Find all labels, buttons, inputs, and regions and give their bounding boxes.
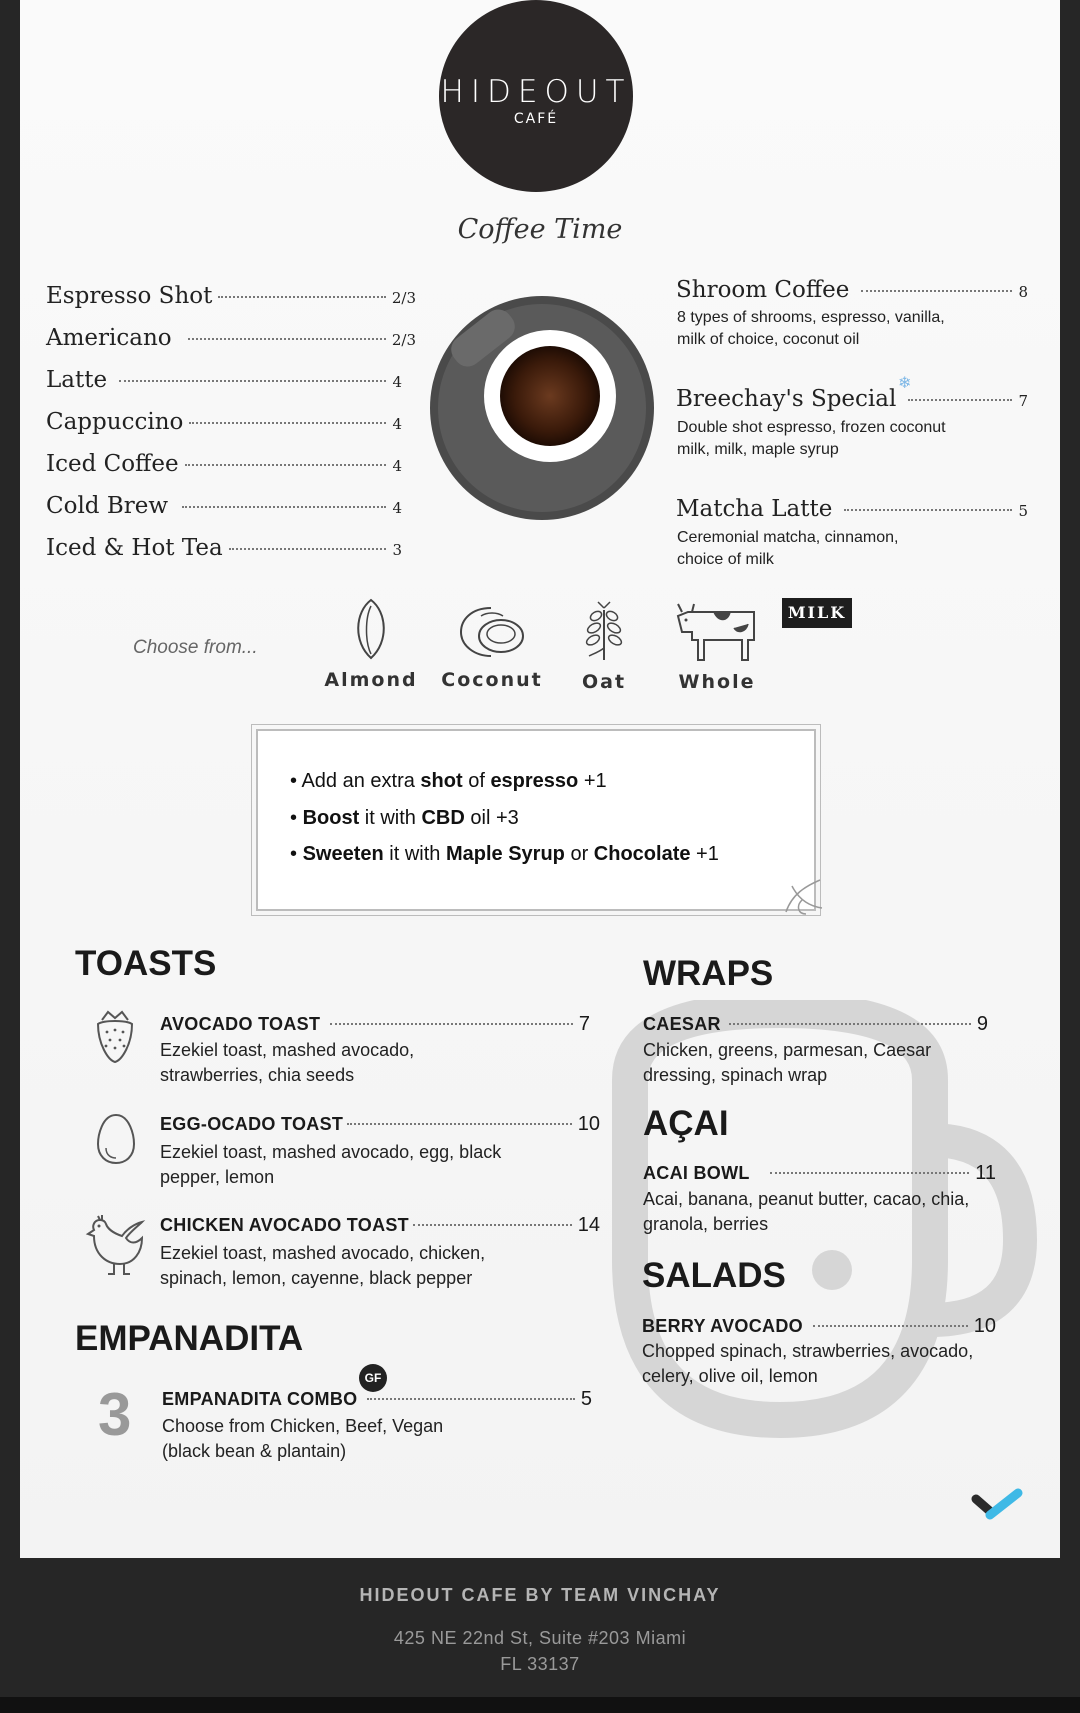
item-desc: Choose from Chicken, Beef, Vegan (black bean & plantain) [162,1416,444,1461]
milk-option-coconut [437,602,547,691]
item-name: CAESAR [643,1014,721,1034]
specialty-item [676,277,1028,303]
milk-option-oat [549,600,659,693]
coffee-item-price: 4 [392,415,402,433]
item-price: 9 [976,1013,988,1035]
gf-badge: GF [359,1364,387,1392]
corner-ornament-icon [782,876,824,918]
choose-label: Choose from... [133,637,258,658]
footer-address: 425 NE 22nd St, Suite #203 Miami FL 33137 [393,1628,687,1674]
item-price: 10 [973,1315,996,1337]
coffee-item-name: Cold Brew [46,493,169,519]
extra-option: • Sweeten it with Maple Syrup or Chocolate +1 [290,843,719,865]
cow-icon [674,598,760,662]
bottom-bar [0,1697,1080,1713]
menu-item [160,1214,600,1237]
specialty-price: 5 [1018,502,1028,520]
toasts-heading: TOASTS [75,944,217,983]
item-price: 10 [577,1113,600,1135]
specialty-item [676,386,1028,412]
item-price: 11 [975,1162,996,1184]
specialty-desc: Double shot espresso, frozen coconut milk, milk, maple syrup [677,419,946,458]
specialty-name: Matcha Latte [676,496,833,522]
milk-badge: MILK [782,598,852,628]
coffee-cup-icon [426,290,658,522]
empanadita-count: 3 [98,1381,132,1448]
item-name: EGG-OCADO TOAST [160,1114,344,1134]
milk-option-label: Almond [324,669,418,691]
milk-option-label: Whole [678,671,756,693]
specialty-item [676,496,1028,522]
item-desc: Ezekiel toast, mashed avocado, egg, black pepper, lemon [160,1142,502,1187]
coffee-item-price: 2/3 [391,289,416,307]
coffee-heading: Coffee Time [457,214,623,245]
item-name: AVOCADO TOAST [160,1014,321,1034]
item-price: 7 [578,1013,590,1035]
menu-item [160,1013,590,1036]
coconut-icon [457,602,527,660]
coffee-item-name: Cappuccino [46,409,184,435]
menu-item [162,1388,592,1411]
extra-option: • Add an extra shot of espresso +1 [290,770,607,792]
item-desc: Acai, banana, peanut butter, cacao, chia, granola, berries [643,1189,970,1234]
snowflake-icon: ❄ [898,375,912,392]
item-name: CHICKEN AVOCADO TOAST [160,1215,409,1235]
cafe-logo [439,0,633,192]
coffee-item-name: Latte [46,367,108,393]
chicken-icon [80,1210,150,1280]
item-desc: Ezekiel toast, mashed avocado, chicken, spinach, lemon, cayenne, black pepper [160,1243,486,1288]
menu-item [160,1113,600,1136]
coffee-item-price: 4 [392,499,402,517]
coffee-item [46,409,402,435]
checkmark-logo-icon [970,1485,1024,1521]
coffee-item-price: 3 [392,541,402,559]
logo-sub: CAFÉ [513,111,559,127]
item-name: ACAI BOWL [643,1163,750,1183]
milk-option-almond [316,598,426,691]
coffee-item-name: Iced & Hot Tea [46,535,223,561]
almond-icon [351,598,391,660]
footer-title: HIDEOUT CAFE BY TEAM VINCHAY [359,1585,721,1605]
coffee-item [46,325,416,351]
extras-box [256,729,816,911]
coffee-item [46,367,402,393]
salads-heading: SALADS [642,1256,786,1295]
coffee-item-name: Iced Coffee [46,451,179,477]
coffee-item [46,283,416,309]
specialty-price: 8 [1018,283,1028,301]
extra-option: • Boost it with CBD oil +3 [290,807,519,829]
strawberry-icon [92,1008,138,1064]
coffee-item-price: 4 [392,373,402,391]
item-desc: Ezekiel toast, mashed avocado, strawberries, chia seeds [160,1040,415,1085]
coffee-item-price: 4 [392,457,402,475]
item-name: BERRY AVOCADO [642,1316,803,1336]
oat-icon [579,600,629,662]
item-desc: Chicken, greens, parmesan, Caesar dressing, spinach wrap [643,1040,932,1085]
menu-item [643,1013,988,1036]
specialty-name: Shroom Coffee [676,277,850,303]
milk-option-label: Oat [581,671,627,693]
empanadita-heading: EMPANADITA [75,1319,304,1358]
coffee-item-name: Espresso Shot [46,283,213,309]
coffee-item [46,493,402,519]
specialty-name: Breechay's Special [676,386,897,412]
menu-item [642,1315,996,1338]
coffee-item-name: Americano [46,325,172,351]
item-desc: Chopped spinach, strawberries, avocado, celery, olive oil, lemon [642,1341,974,1386]
acai-heading: AÇAI [643,1104,729,1143]
coffee-item-price: 2/3 [391,331,416,349]
logo-name: HIDEOUT [440,74,632,110]
specialty-price: 7 [1018,392,1028,410]
milk-option-whole [662,598,772,693]
item-price: 5 [580,1388,592,1410]
specialty-desc: Ceremonial matcha, cinnamon, choice of milk [677,529,899,568]
item-name: EMPANADITA COMBO [162,1389,358,1409]
wraps-heading: WRAPS [643,954,774,993]
specialty-desc: 8 types of shrooms, espresso, vanilla, milk of choice, coconut oil [677,309,945,348]
coffee-item [46,451,402,477]
milk-option-label: Coconut [441,669,543,691]
egg-icon [96,1112,136,1166]
item-price: 14 [577,1214,600,1236]
menu-item [643,1162,996,1185]
coffee-item [46,535,402,561]
